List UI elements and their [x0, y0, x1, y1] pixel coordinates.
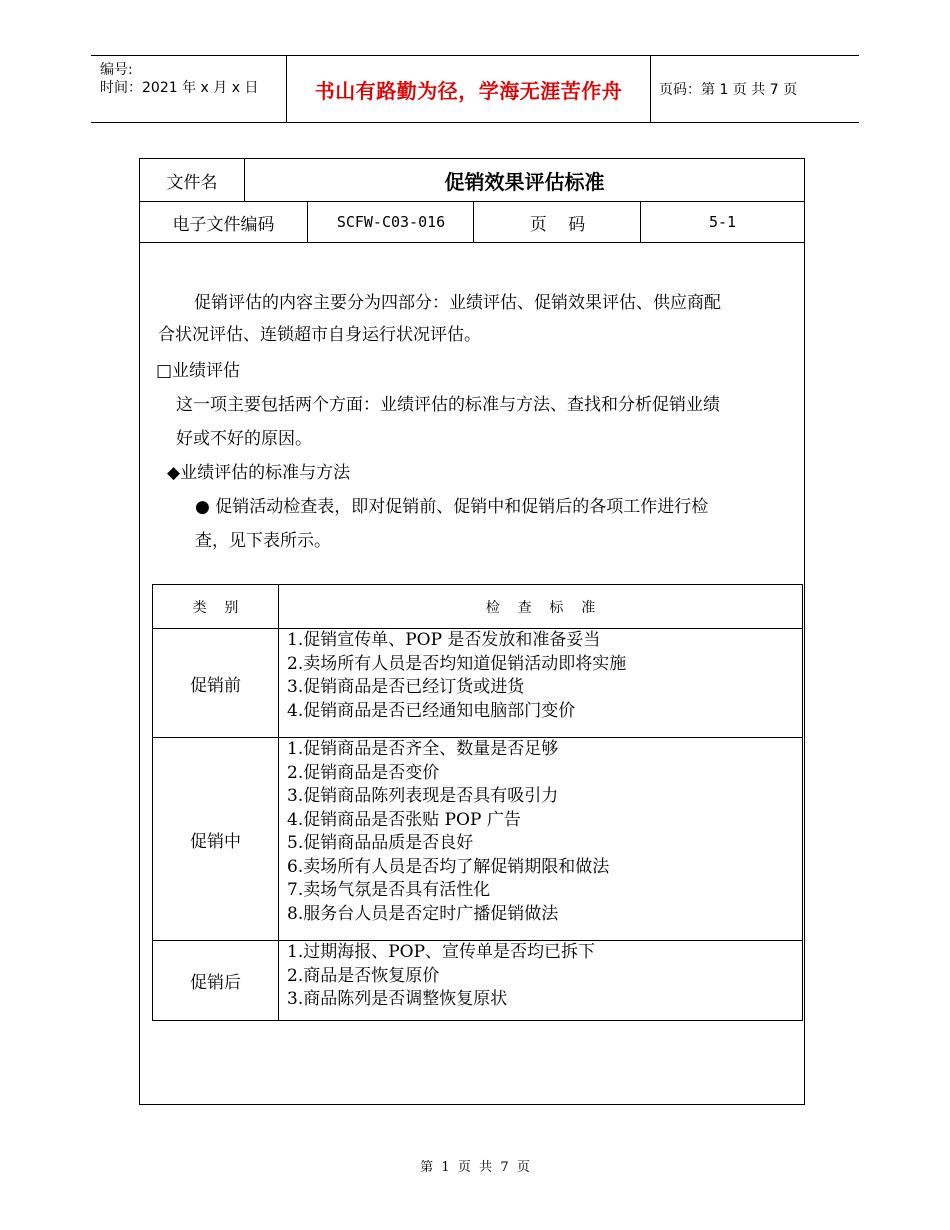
- code-label: 电子文件编码: [172, 214, 275, 235]
- list-item: 3.商品陈列是否调整恢复原状: [287, 989, 508, 1009]
- row-items-after: [287, 941, 595, 1012]
- code-value: SCFW-C03-016: [307, 202, 474, 242]
- list-item: 4.促销商品是否已经通知电脑部门变价: [287, 700, 576, 721]
- list-item: 6.卖场所有人员是否均了解促销期限和做法: [287, 856, 610, 877]
- list-item: 2.商品是否恢复原价: [287, 965, 440, 986]
- paragraph-line-1: 这一项主要包括两个方面：业绩评估的标准与方法、查找和分析促销业绩: [176, 395, 720, 415]
- bullet-line-1: ● 促销活动检查表，即对促销前、促销中和促销后的各项工作进行检: [195, 497, 709, 517]
- checklist-table: [152, 584, 803, 1021]
- header-page-info: 页码：第 1 页 共 7 页: [659, 82, 798, 98]
- motto: 书山有路勤为径，学海无涯苦作舟: [314, 78, 623, 103]
- filename-label: 文件名: [166, 172, 218, 193]
- intro-line-2: 合状况评估、连锁超市自身运行状况评估。: [158, 325, 481, 345]
- page-value: 5-1: [640, 202, 804, 242]
- row-category-after: 促销后: [190, 973, 241, 993]
- header-motto-cell: [286, 56, 651, 122]
- list-item: 3.促销商品陈列表现是否具有吸引力: [287, 786, 559, 806]
- row-items-during: [287, 738, 609, 926]
- header-meta: [91, 56, 286, 122]
- table-column-divider: [278, 585, 279, 1020]
- bullet-line-2: 查，见下表所示。: [195, 531, 331, 551]
- filename-row: [140, 159, 804, 202]
- header-page-cell: [651, 56, 859, 122]
- row-items-before: [287, 629, 626, 723]
- time-label: 时间：2021 年 x 月 x 日: [100, 80, 259, 96]
- list-item: 2.促销商品是否变价: [287, 762, 440, 783]
- paragraph-line-2: 好或不好的原因。: [176, 429, 312, 449]
- page-footer: 第 1 页 共 7 页: [420, 1160, 530, 1175]
- list-item: 4.促销商品是否张贴 POP 广告: [287, 809, 521, 830]
- page-label: 页 码: [473, 202, 641, 242]
- column-header-criteria: 检 查 标 准: [485, 599, 596, 616]
- page-header: [91, 55, 859, 123]
- row-category-during: 促销中: [190, 831, 241, 852]
- code-row: [140, 202, 804, 243]
- list-item: 1.促销宣传单、POP 是否发放和准备妥当: [287, 630, 601, 650]
- row-category-before: 促销前: [190, 675, 241, 696]
- subsection-heading: ◆业绩评估的标准与方法: [167, 463, 351, 483]
- document-title: 促销效果评估标准: [244, 159, 804, 201]
- list-item: 2.卖场所有人员是否均知道促销活动即将实施: [287, 653, 627, 674]
- list-item: 1.促销商品是否齐全、数量是否足够: [287, 739, 559, 759]
- number-label: 编号:: [100, 62, 133, 78]
- list-item: 1.过期海报、POP、宣传单是否均已拆下: [287, 942, 596, 962]
- intro-line-1: 促销评估的内容主要分为四部分：业绩评估、促销效果评估、供应商配: [194, 293, 721, 313]
- column-header-category: 类 别: [192, 599, 239, 616]
- list-item: 3.促销商品是否已经订货或进货: [287, 677, 525, 697]
- list-item: 8.服务台人员是否定时广播促销做法: [287, 903, 559, 924]
- section-heading: □业绩评估: [156, 361, 241, 381]
- list-item: 5.促销商品品质是否良好: [287, 833, 474, 853]
- list-item: 7.卖场气氛是否具有活性化: [287, 880, 491, 900]
